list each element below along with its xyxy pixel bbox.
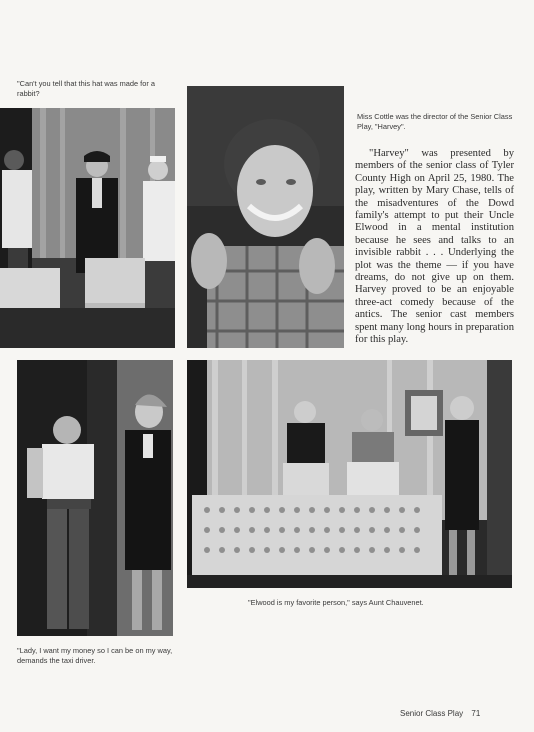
footer-section-title: Senior Class Play: [400, 709, 464, 718]
page-footer: [400, 709, 480, 718]
caption-director: Miss Cottle was the director of the Senior Class Play, "Harvey".: [357, 112, 513, 131]
caption-hat-rabbit: "Can't you tell that this hat was made for a rabbit?: [17, 79, 155, 98]
photo-stage-couch: [187, 360, 512, 588]
caption-aunt-chauvenet: "Elwood is my favorite person," says Aunt Chauvenet.: [248, 598, 424, 607]
caption-taxi-driver: "Lady, I want my money so I can be on my way, demands the taxi driver.: [17, 646, 173, 665]
photo-stage-three-actors: [0, 108, 175, 348]
photo-taxi-driver: [17, 360, 173, 636]
page-number: 71: [471, 709, 481, 718]
article-body: "Harvey" was presented by members of the senior class of Tyler County High on April 25, 1980. The play, written by Mary Chase, tells of the misadventures of the Dowd family's attempt to put their Uncle Elwood in a mental institution because he sees and talks to an invisible rabbit . . . Underlying the plot was the theme — if you have dreams, do not give up on them. Harvey proved to be an enjoyable three-act comedy because of the antics. The senior cast members spent many long hours in preparation for this play.: [355, 148, 514, 346]
photo-portrait-director: [187, 86, 344, 348]
